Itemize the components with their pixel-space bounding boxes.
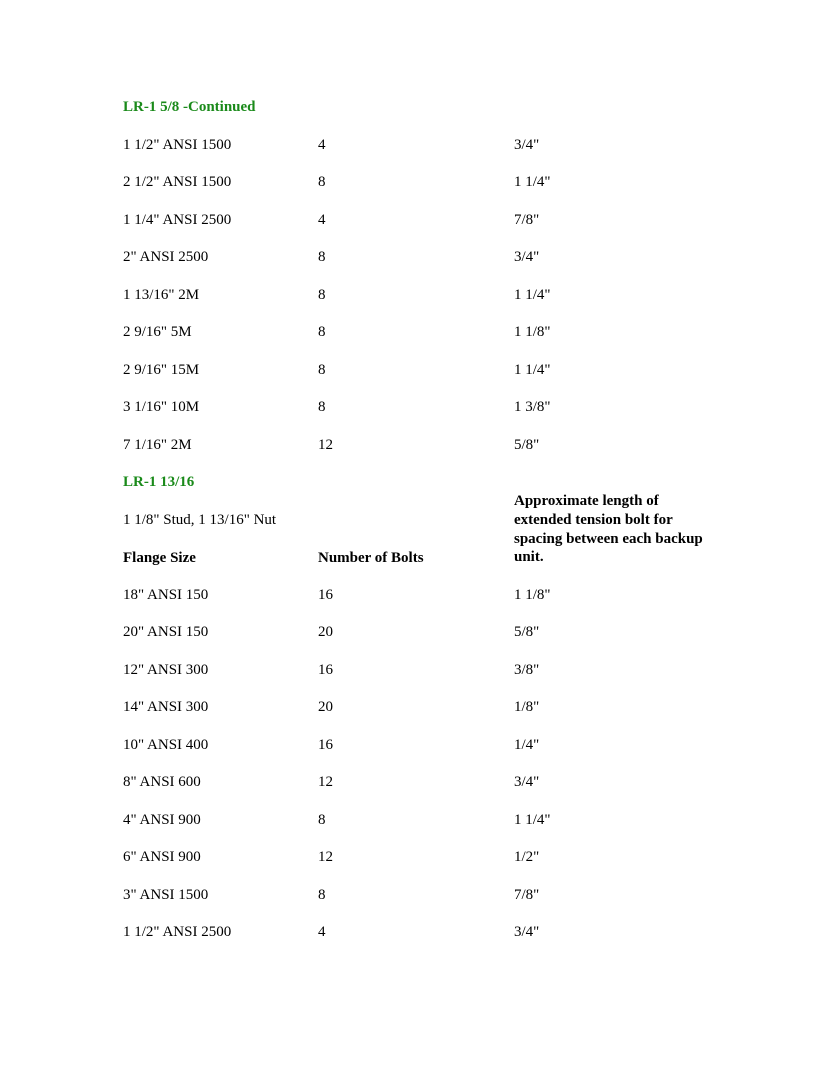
number-of-bolts: 12 xyxy=(318,849,333,865)
flange-size: 2 9/16" 15M xyxy=(123,362,200,378)
flange-size: 1 1/2" ANSI 1500 xyxy=(123,137,232,153)
flange-size: 12" ANSI 300 xyxy=(123,662,209,678)
table-row xyxy=(0,286,831,304)
flange-size: 18" ANSI 150 xyxy=(123,587,209,603)
number-of-bolts: 8 xyxy=(318,324,326,340)
bolt-length: 3/4" xyxy=(514,924,540,940)
stud-nut-spec: 1 1/8" Stud, 1 13/16" Nut xyxy=(123,512,277,528)
bolt-length: 1 1/8" xyxy=(514,587,551,603)
table-row xyxy=(0,698,831,716)
number-of-bolts: 12 xyxy=(318,774,333,790)
table-row xyxy=(0,586,831,604)
bolt-length: 1/4" xyxy=(514,737,540,753)
bolt-length: 1/2" xyxy=(514,849,540,865)
table-row xyxy=(0,173,831,191)
section-heading-lr1-5-8: LR-1 5/8 -Continued xyxy=(123,99,256,115)
flange-size: 6" ANSI 900 xyxy=(123,849,201,865)
number-of-bolts: 12 xyxy=(318,437,333,453)
flange-size: 1 1/4" ANSI 2500 xyxy=(123,212,232,228)
number-of-bolts: 8 xyxy=(318,249,326,265)
table-row xyxy=(0,773,831,791)
flange-size: 8" ANSI 600 xyxy=(123,774,201,790)
number-of-bolts: 8 xyxy=(318,812,326,828)
flange-size: 2 9/16" 5M xyxy=(123,324,192,340)
bolt-length: 1 1/8" xyxy=(514,324,551,340)
number-of-bolts: 8 xyxy=(318,887,326,903)
number-of-bolts: 16 xyxy=(318,587,333,603)
table-row xyxy=(0,211,831,229)
bolt-length: 5/8" xyxy=(514,624,540,640)
bolt-length: 1 1/4" xyxy=(514,812,551,828)
flange-size: 2 1/2" ANSI 1500 xyxy=(123,174,232,190)
bolt-length: 1 3/8" xyxy=(514,399,551,415)
table-row xyxy=(0,923,831,941)
table-row xyxy=(0,811,831,829)
table-row xyxy=(0,661,831,679)
bolt-length: 1 1/4" xyxy=(514,362,551,378)
number-of-bolts: 4 xyxy=(318,137,326,153)
bolt-length: 1/8" xyxy=(514,699,540,715)
flange-size: 1 13/16" 2M xyxy=(123,287,200,303)
bolt-length: 3/4" xyxy=(514,249,540,265)
number-of-bolts: 8 xyxy=(318,399,326,415)
column-header-flange-size: Flange Size xyxy=(123,550,196,566)
flange-size: 4" ANSI 900 xyxy=(123,812,201,828)
table-row xyxy=(0,436,831,454)
bolt-length: 5/8" xyxy=(514,437,540,453)
table-row xyxy=(0,736,831,754)
table-row xyxy=(0,248,831,266)
table-row xyxy=(0,398,831,416)
table-row xyxy=(0,623,831,641)
flange-size: 7 1/16" 2M xyxy=(123,437,192,453)
table-row xyxy=(0,323,831,341)
flange-size: 20" ANSI 150 xyxy=(123,624,209,640)
number-of-bolts: 20 xyxy=(318,624,333,640)
number-of-bolts: 8 xyxy=(318,362,326,378)
number-of-bolts: 8 xyxy=(318,174,326,190)
bolt-length: 1 1/4" xyxy=(514,287,551,303)
bolt-length: 3/8" xyxy=(514,662,540,678)
table-row xyxy=(0,886,831,904)
bolt-length: 7/8" xyxy=(514,212,540,228)
number-of-bolts: 20 xyxy=(318,699,333,715)
column-header-length: Approximate length of extended tension bolt for spacing between each backup unit. xyxy=(514,493,703,566)
flange-size: 3 1/16" 10M xyxy=(123,399,200,415)
number-of-bolts: 4 xyxy=(318,924,326,940)
bolt-length: 1 1/4" xyxy=(514,174,551,190)
flange-size: 10" ANSI 400 xyxy=(123,737,209,753)
bolt-length: 3/4" xyxy=(514,137,540,153)
flange-size: 3" ANSI 1500 xyxy=(123,887,209,903)
section-heading-lr1-13-16: LR-1 13/16 xyxy=(123,474,195,490)
table-row xyxy=(0,848,831,866)
number-of-bolts: 16 xyxy=(318,662,333,678)
bolt-length: 3/4" xyxy=(514,774,540,790)
flange-size: 2" ANSI 2500 xyxy=(123,249,209,265)
table-row xyxy=(0,361,831,379)
table-row xyxy=(0,136,831,154)
bolt-length: 7/8" xyxy=(514,887,540,903)
column-header-number-of-bolts: Number of Bolts xyxy=(318,550,424,566)
number-of-bolts: 4 xyxy=(318,212,326,228)
number-of-bolts: 8 xyxy=(318,287,326,303)
number-of-bolts: 16 xyxy=(318,737,333,753)
flange-size: 14" ANSI 300 xyxy=(123,699,209,715)
flange-size: 1 1/2" ANSI 2500 xyxy=(123,924,232,940)
